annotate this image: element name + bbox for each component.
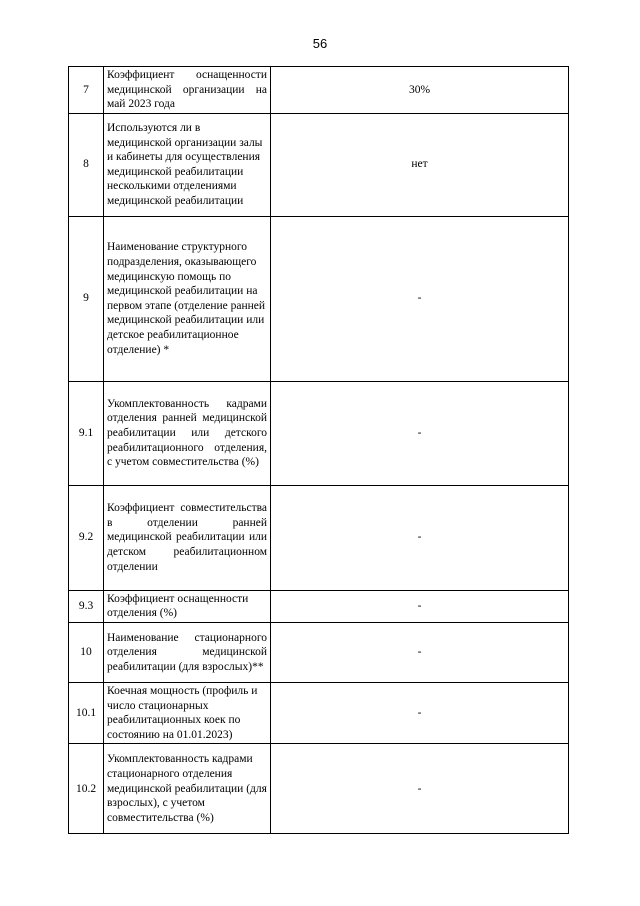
- row-label: Коэффициент совместительства в отделении ранней медицинской реабилитации или детском реабилитационном отделении: [104, 485, 271, 590]
- row-label: Укомплектованность кадрами стационарного отделения медицинской реабилитации (для взрослых), с учетом совместительства (%): [104, 744, 271, 834]
- row-number: 7: [69, 67, 104, 114]
- table-row: [69, 113, 569, 216]
- row-label: Наименование структурного подразделения, оказывающего медицинскую помощь по медицинской реабилитации на первом этапе (отделение ранней медицинской реабилитации или детское реабилитационное отделение) *: [104, 216, 271, 381]
- row-number: 9.2: [69, 485, 104, 590]
- row-number: 8: [69, 113, 104, 216]
- row-label: Укомплектованность кадрами отделения ранней медицинской реабилитации или детского реабилитационного отделения, с учетом совместительства (%): [104, 381, 271, 485]
- table-row: [69, 216, 569, 381]
- row-value: -: [271, 485, 569, 590]
- row-number: 9: [69, 216, 104, 381]
- table-row: [69, 485, 569, 590]
- row-value: 30%: [271, 67, 569, 114]
- row-label: Используются ли в медицинской организации залы и кабинеты для осуществления медицинской реабилитации несколькими отделениями медицинской реабилитации: [104, 113, 271, 216]
- row-label: Коэффициент оснащенности медицинской организации на май 2023 года: [104, 67, 271, 114]
- page-number: 56: [312, 36, 328, 51]
- row-label: Наименование стационарного отделения медицинской реабилитации (для взрослых)**: [104, 622, 271, 682]
- table-row: [69, 744, 569, 834]
- row-value: -: [271, 622, 569, 682]
- row-number: 10.2: [69, 744, 104, 834]
- row-value: нет: [271, 113, 569, 216]
- report-table: [68, 66, 569, 834]
- row-number: 9.3: [69, 590, 104, 622]
- row-value: -: [271, 590, 569, 622]
- table-row: [69, 590, 569, 622]
- row-value: -: [271, 744, 569, 834]
- table-row: [69, 622, 569, 682]
- row-label: Коечная мощность (профиль и число стационарных реабилитационных коек по состоянию на 01.01.2023): [104, 682, 271, 743]
- row-value: -: [271, 381, 569, 485]
- row-label: Коэффициент оснащенности отделения (%): [104, 590, 271, 622]
- table-row: [69, 682, 569, 743]
- row-number: 10.1: [69, 682, 104, 743]
- table-row: [69, 67, 569, 114]
- row-number: 9.1: [69, 381, 104, 485]
- row-value: -: [271, 682, 569, 743]
- row-value: -: [271, 216, 569, 381]
- row-number: 10: [69, 622, 104, 682]
- table-row: [69, 381, 569, 485]
